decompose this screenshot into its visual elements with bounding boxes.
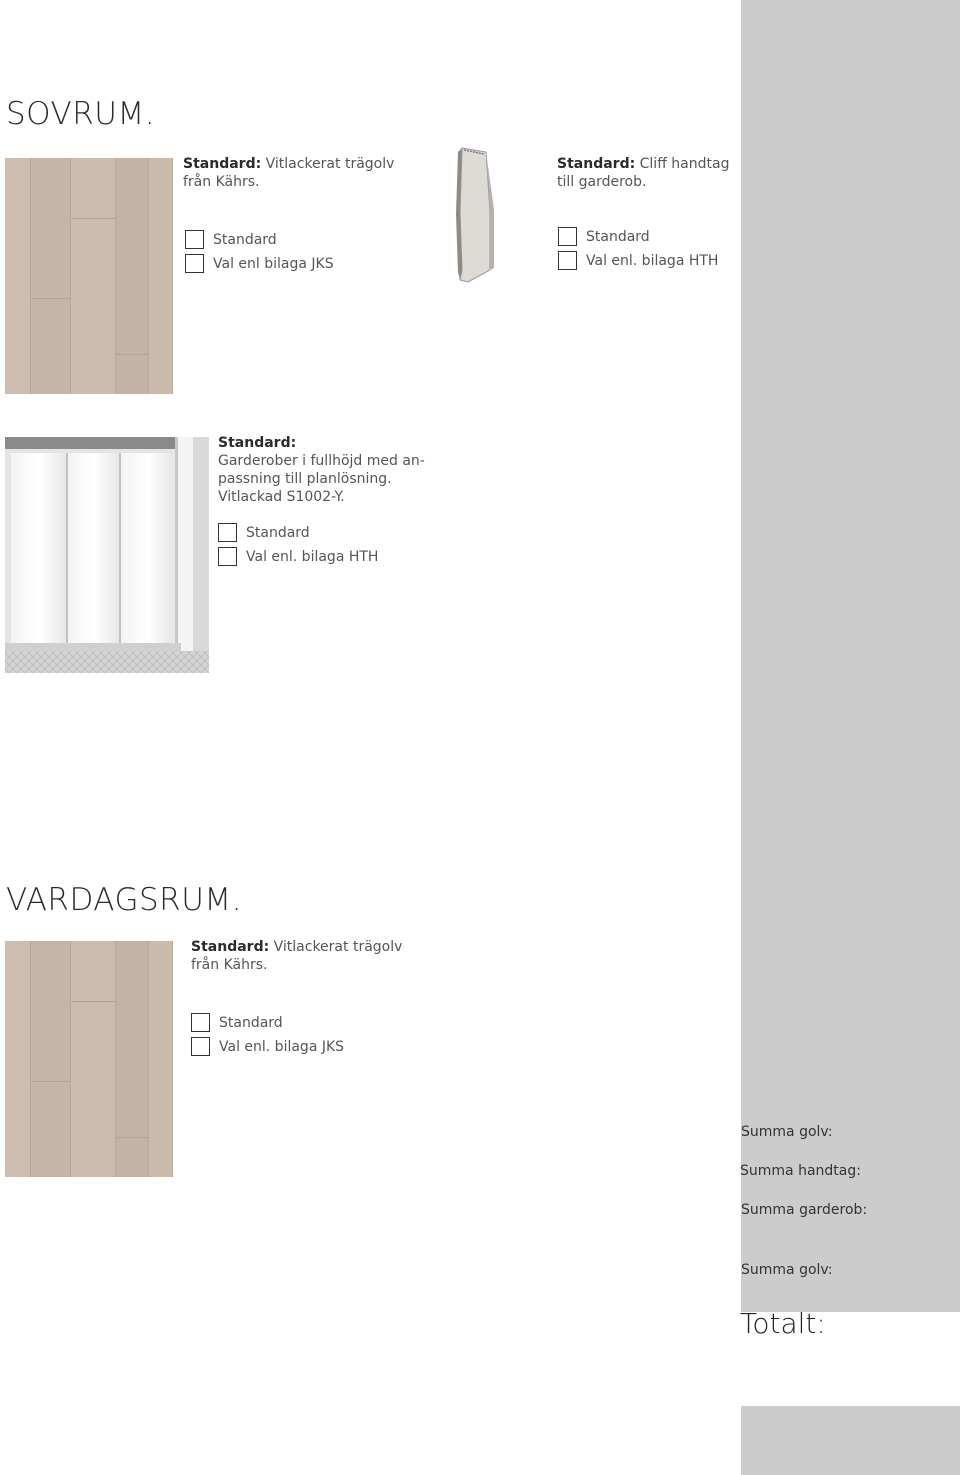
- wardrobe-text-line: Garderober i fullhöjd med an-: [218, 453, 425, 469]
- floor-standard-text: Vitlackerat trägolv från Kährs.: [183, 156, 395, 190]
- option-label: Val enl. bilaga HTH: [586, 252, 719, 269]
- option-label: Standard: [586, 228, 650, 245]
- living-floor-standard-text: Vitlackerat trägolv från Kährs.: [191, 939, 403, 973]
- wardrobe-option-hth[interactable]: [218, 547, 378, 566]
- option-label: Val enl. bilaga JKS: [219, 1038, 345, 1055]
- option-label: Val enl. bilaga HTH: [246, 548, 379, 565]
- summa-golv-2-label: Summa golv:: [741, 1262, 833, 1278]
- wardrobe-description: [218, 434, 438, 506]
- checkbox[interactable]: [558, 251, 577, 270]
- summa-golv-label: Summa golv:: [741, 1124, 833, 1140]
- summa-garderob-label: Summa garderob:: [741, 1202, 868, 1218]
- checkbox[interactable]: [218, 523, 237, 542]
- living-floor-standard-label: Standard:: [191, 939, 270, 955]
- handle-description: [557, 155, 742, 191]
- handle-standard-label: Standard:: [557, 156, 636, 172]
- option-label: Val enl bilaga JKS: [213, 255, 334, 272]
- section-title-vardagsrum: VARDAGSRUM.: [6, 882, 242, 918]
- living-floor-description: [191, 938, 406, 974]
- wardrobe-standard-label: Standard:: [218, 435, 297, 451]
- floor-sample-image: [5, 941, 173, 1177]
- wardrobe-option-standard[interactable]: [218, 523, 310, 542]
- option-label: Standard: [219, 1014, 283, 1031]
- option-label: Standard: [213, 231, 277, 248]
- floor-standard-label: Standard:: [183, 156, 262, 172]
- checkbox[interactable]: [218, 547, 237, 566]
- summary-sidebar-footer: [741, 1406, 960, 1475]
- wardrobe-product-image: [5, 437, 209, 673]
- floor-option-jks[interactable]: [185, 254, 334, 273]
- checkbox[interactable]: [191, 1037, 210, 1056]
- handle-option-hth[interactable]: [558, 251, 718, 270]
- floor-option-standard[interactable]: [185, 230, 277, 249]
- section-title-sovrum: SOVRUM.: [6, 96, 156, 132]
- summary-sidebar: [741, 0, 960, 1312]
- handle-option-standard[interactable]: [558, 227, 650, 246]
- handle-standard-text: Cliff handtag till garderob.: [557, 156, 730, 190]
- checkbox[interactable]: [558, 227, 577, 246]
- checkbox[interactable]: [185, 254, 204, 273]
- checkbox[interactable]: [191, 1013, 210, 1032]
- checkbox[interactable]: [185, 230, 204, 249]
- living-floor-option-jks[interactable]: [191, 1037, 344, 1056]
- living-floor-option-standard[interactable]: [191, 1013, 283, 1032]
- summa-handtag-label: Summa handtag:: [740, 1163, 861, 1179]
- option-label: Standard: [246, 524, 310, 541]
- handle-product-icon: [446, 142, 498, 288]
- wardrobe-text-line: passning till planlösning.: [218, 471, 392, 487]
- floor-sample-image: [5, 158, 173, 394]
- wardrobe-text-line: Vitlackad S1002-Y.: [218, 489, 345, 505]
- floor-description: [183, 155, 398, 191]
- totalt-label: Totalt:: [740, 1307, 826, 1340]
